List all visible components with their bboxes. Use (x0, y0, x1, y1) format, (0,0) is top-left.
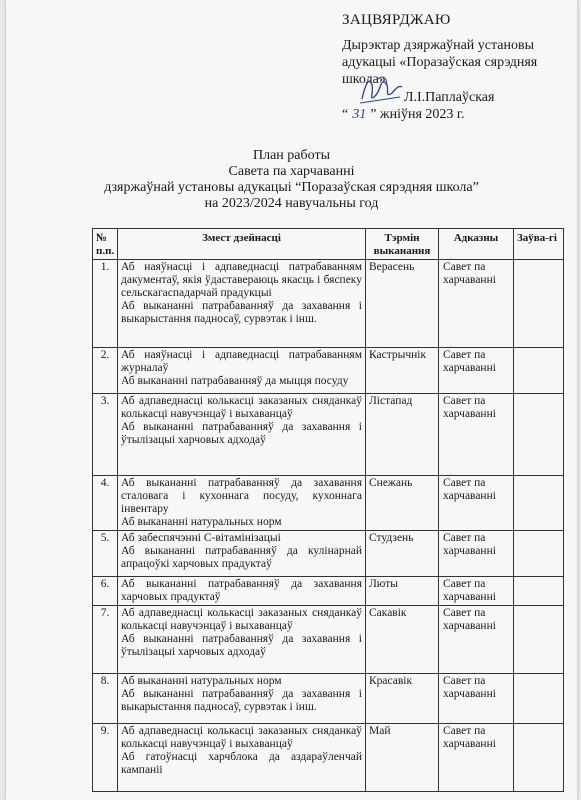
table-row (93, 606, 564, 674)
table-body (93, 260, 564, 792)
content-item: Аб выкананні натуральных норм (121, 516, 282, 528)
row-content (118, 577, 366, 606)
heading-line-4: на 2023/2024 навучальны год (204, 196, 379, 211)
table-row (93, 724, 564, 792)
row-note (514, 606, 564, 674)
content-item: Аб выкананні патрабаванняў да захавання і выкарыстання падносаў, сурвэтак і інш. (121, 300, 362, 325)
header-term: Тэрмін выканання (366, 229, 439, 260)
date-open-quote: “ (342, 107, 349, 122)
content-item: Аб выкананні патрабаванняў да захавання сталовага і кухоннага посуду, кухоннага інвентару (121, 477, 362, 515)
row-content (118, 476, 366, 531)
row-note (514, 476, 564, 531)
row-note (514, 348, 564, 394)
row-content (118, 348, 366, 394)
work-plan-table (92, 228, 564, 792)
document-heading (6, 148, 577, 212)
row-term: Лістапад (366, 394, 439, 476)
document-page (6, 0, 577, 800)
signature-line (342, 89, 574, 106)
approval-block (342, 12, 574, 123)
content-item: Аб выкананні патрабаванняў да захавання і ўтылізацыі харчовых адходаў (121, 421, 362, 446)
content-item: Аб наяўнасці і адпаведнасці патрабаванням журналаў (121, 349, 362, 374)
content-item: Аб забеспячэнні С-вітамінізацыі (121, 532, 281, 544)
row-responsible: Савет па харчаванні (439, 577, 514, 606)
content-item: Аб выкананні патрабаванняў да захавання і ўтылізацыі харчовых адходаў (121, 633, 362, 658)
row-note (514, 724, 564, 792)
heading-line-1: План работы (253, 148, 330, 163)
row-term: Студзень (366, 531, 439, 577)
content-item: Аб выкананні натуральных норм (121, 675, 282, 687)
approval-line-2: адукацыі «Поразаўская сярэдняя (342, 55, 538, 70)
table-row (93, 577, 564, 606)
header-note: Заўва-гі (514, 229, 564, 260)
approval-title: ЗАЦВЯРДЖАЮ (342, 12, 451, 28)
row-content (118, 394, 366, 476)
row-number: 5. (93, 531, 118, 577)
row-number: 8. (93, 674, 118, 724)
row-note (514, 674, 564, 724)
content-item: Аб адпаведнасці колькасці заказаных сняданкаў колькасці навучэнцаў і выхаванцаў (121, 395, 362, 420)
row-number: 2. (93, 348, 118, 394)
content-item: Аб выкананні патрабаванняў да мыцця посуду (121, 375, 349, 387)
row-responsible: Савет па харчаванні (439, 348, 514, 394)
table-row (93, 476, 564, 531)
row-term: Красавік (366, 674, 439, 724)
row-number: 1. (93, 260, 118, 348)
table-row (93, 531, 564, 577)
table-row (93, 394, 564, 476)
approval-line-3: школа» (342, 72, 386, 87)
row-number: 6. (93, 577, 118, 606)
header-number: № п.п. (93, 229, 118, 260)
handwritten-signature (356, 73, 408, 107)
content-item: Аб адпаведнасці колькасці заказаных сняданкаў колькасці навучэнцаў і выхаванцаў (121, 607, 362, 632)
row-responsible: Савет па харчаванні (439, 394, 514, 476)
date-day: 31 (352, 107, 367, 122)
row-term: Верасень (366, 260, 439, 348)
row-responsible: Савет па харчаванні (439, 674, 514, 724)
row-term: Май (366, 724, 439, 792)
table-row (93, 260, 564, 348)
row-content (118, 531, 366, 577)
row-responsible: Савет па харчаванні (439, 476, 514, 531)
row-number: 9. (93, 724, 118, 792)
row-content (118, 606, 366, 674)
row-responsible: Савет па харчаванні (439, 531, 514, 577)
content-item: Аб выкананні патрабаванняў да захавання і выкарыстання падносаў, сурвэтак і інш. (121, 688, 362, 713)
content-item: Аб адпаведнасці колькасці заказаных сняданкаў колькасці навучэнцаў і выхаванцаў (121, 725, 362, 750)
date-rest: ” жніўня 2023 г. (370, 107, 465, 122)
row-term: Снежань (366, 476, 439, 531)
table-row (93, 348, 564, 394)
header-content: Змест дзейнасці (118, 229, 366, 260)
heading-line-2: Савета па харчаванні (228, 164, 355, 179)
row-term: Сакавік (366, 606, 439, 674)
content-item: Аб выкананні патрабаванняў да захавання харчовых прадуктаў (121, 578, 362, 603)
heading-line-3: дзяржаўнай установы адукацыі “Поразаўская сярэдняя школа” (104, 180, 479, 195)
row-number: 7. (93, 606, 118, 674)
signer-name: Л.І.Паплаўская (404, 90, 495, 105)
row-note (514, 394, 564, 476)
row-term: Кастрычнік (366, 348, 439, 394)
row-content (118, 724, 366, 792)
row-term: Люты (366, 577, 439, 606)
content-item: Аб выкананні патрабаванняў да кулінарнай апрацоўкі харчовых прадуктаў (121, 545, 362, 570)
row-content (118, 260, 366, 348)
row-content (118, 674, 366, 724)
header-responsible: Адказны (439, 229, 514, 260)
row-responsible: Савет па харчаванні (439, 724, 514, 792)
row-responsible: Савет па харчаванні (439, 606, 514, 674)
row-number: 3. (93, 394, 118, 476)
approval-line-1: Дырэктар дзяржаўнай установы (342, 38, 535, 53)
table-row (93, 674, 564, 724)
content-item: Аб гатоўнасці харчблока да аздараўленчай кампаніі (121, 751, 362, 776)
row-note (514, 531, 564, 577)
row-number: 4. (93, 476, 118, 531)
row-responsible: Савет па харчаванні (439, 260, 514, 348)
approval-date (342, 106, 574, 123)
table-header-row (93, 229, 564, 260)
row-note (514, 577, 564, 606)
content-item: Аб наяўнасці і адпаведнасці патрабаванням дакументаў, якія ўдаставераюць якасць і бяспеку сельскагаспадарчай прадукцыі (121, 261, 362, 299)
row-note (514, 260, 564, 348)
